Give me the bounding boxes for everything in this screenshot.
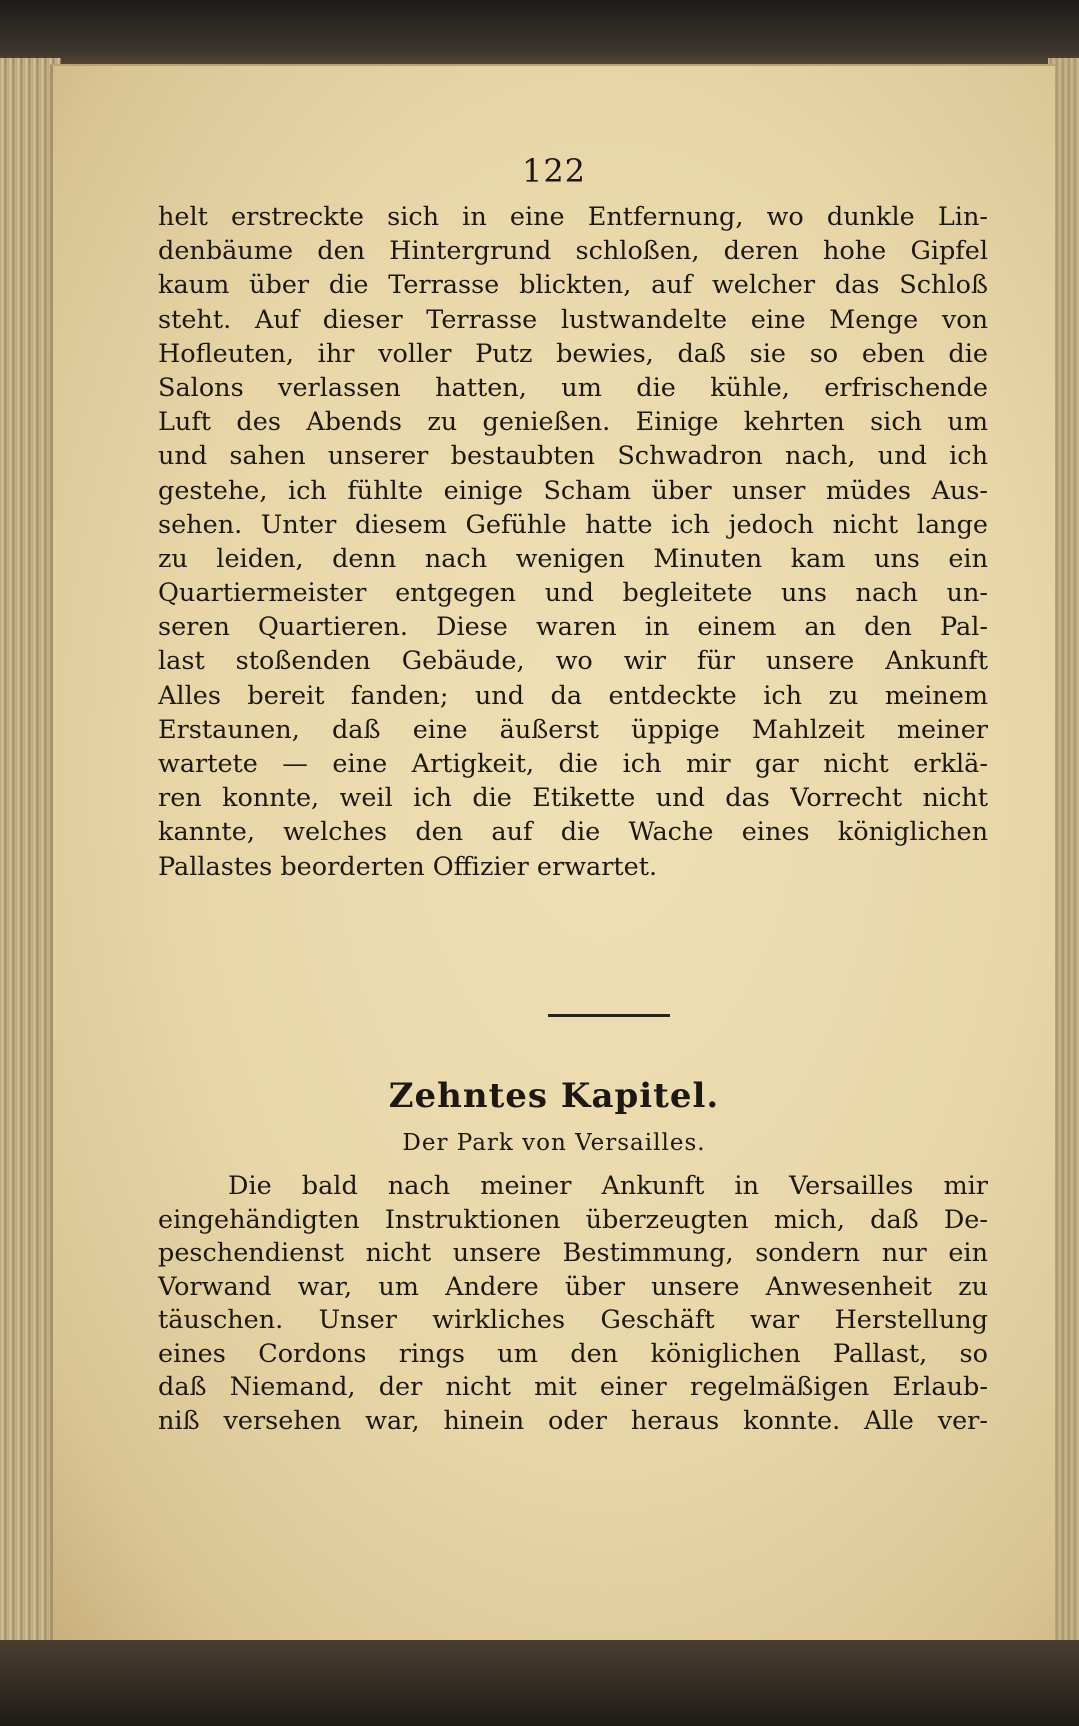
book-top-shadow — [0, 0, 1079, 70]
text-line: gestehe, ich fühlte einige Scham über unser müdes Aus- — [158, 475, 988, 506]
chapter-opening-paragraph — [158, 1170, 988, 1438]
text-line: zu leiden, denn nach wenigen Minuten kam uns ein — [158, 543, 988, 574]
text-line: daß Niemand, der nicht mit einer regelmäßigen Erlaub- — [158, 1372, 988, 1402]
text-line: Luft des Abends zu genießen. Einige kehrten sich um — [158, 407, 988, 438]
section-divider — [548, 1014, 670, 1017]
text-line: täuschen. Unser wirkliches Geschäft war Herstellung — [158, 1305, 988, 1335]
book-bottom-shadow — [0, 1640, 1079, 1726]
text-line: Vorwand war, um Andere über unsere Anwesenheit zu — [158, 1271, 988, 1302]
text-line: eingehändigten Instruktionen überzeugten mich, daß De- — [158, 1204, 988, 1235]
text-line: last stoßenden Gebäude, wo wir für unsere Ankunft — [158, 646, 988, 677]
text-line: und sahen unserer bestaubten Schwadron nach, und ich — [158, 441, 988, 472]
text-line: Pallastes beorderten Offizier erwartet. — [158, 851, 658, 882]
text-line: kannte, welches den auf die Wache eines königlichen — [158, 817, 988, 848]
text-line: Salons verlassen hatten, um die kühle, erfrischende — [158, 372, 988, 403]
text-line: Erstaunen, daß eine äußerst üppige Mahlzeit meiner — [158, 714, 988, 745]
text-line: steht. Auf dieser Terrasse lustwandelte eine Menge von — [158, 304, 988, 335]
text-line: seren Quartieren. Diese waren in einem an den Pal- — [158, 612, 988, 643]
chapter-subtitle: Der Park von Versailles. — [402, 1130, 706, 1156]
text-line: ren konnte, weil ich die Etikette und das Vorrecht nicht — [158, 783, 988, 814]
text-line: peschendienst nicht unsere Bestimmung, sondern nur ein — [158, 1238, 988, 1268]
text-line: niß versehen war, hinein oder heraus konnte. Alle ver- — [158, 1405, 988, 1436]
text-line: denbäume den Hintergrund schloßen, deren hohe Gipfel — [158, 236, 988, 267]
text-line: sehen. Unter diesem Gefühle hatte ich jedoch nicht lange — [158, 509, 988, 540]
text-line: helt erstreckte sich in eine Entfernung, wo dunkle Lin- — [158, 202, 988, 232]
book-page — [50, 64, 1055, 1646]
text-line: kaum über die Terrasse blickten, auf welcher das Schloß — [158, 270, 988, 301]
text-line: Alles bereit fanden; und da entdeckte ich zu meinem — [158, 680, 988, 711]
text-line: eines Cordons rings um den königlichen Pallast, so — [158, 1338, 988, 1369]
text-line: Quartiermeister entgegen und begleitete uns nach un- — [158, 578, 988, 609]
text-line: Hofleuten, ihr voller Putz bewies, daß sie so eben die — [158, 338, 988, 369]
chapter-title: Zehntes Kapitel. — [388, 1076, 720, 1116]
page-number: 122 — [521, 152, 587, 190]
text-line: Die bald nach meiner Ankunft in Versailles mir — [228, 1171, 988, 1201]
paragraph-continued — [158, 200, 988, 884]
text-line: wartete — eine Artigkeit, die ich mir gar nicht erklä- — [158, 749, 988, 779]
